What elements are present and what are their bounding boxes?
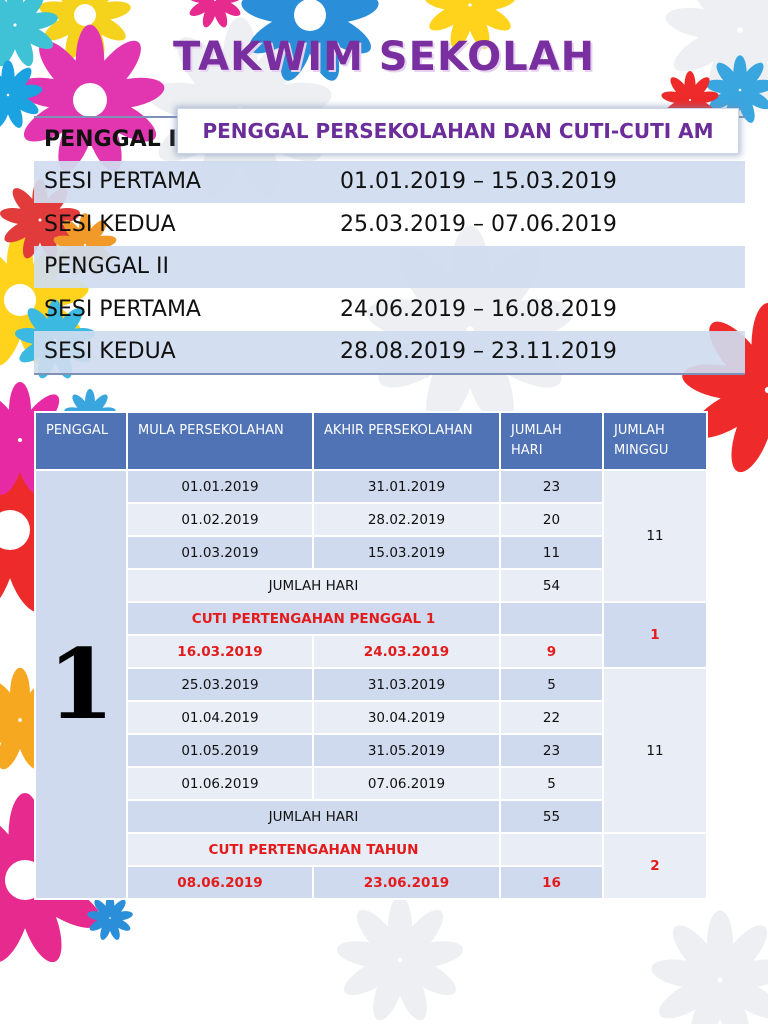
session-range: 24.06.2019 – 16.08.2019 bbox=[340, 296, 617, 322]
session-label: PENGGAL I bbox=[44, 126, 177, 152]
end-date: 15.03.2019 bbox=[313, 536, 500, 569]
total-days: 54 bbox=[500, 569, 603, 602]
break-label: CUTI PERTENGAHAN PENGGAL 1 bbox=[127, 602, 500, 635]
break-weeks: 1 bbox=[603, 602, 707, 668]
calendar-table bbox=[34, 411, 708, 900]
session-table bbox=[34, 116, 745, 375]
session-label: SESI KEDUA bbox=[44, 339, 176, 365]
end-date: 31.01.2019 bbox=[313, 470, 500, 503]
start-date: 25.03.2019 bbox=[127, 668, 313, 701]
section-header: PENGGAL PERSEKOLAHAN DAN CUTI-CUTI AM bbox=[177, 108, 739, 154]
break-start: 08.06.2019 bbox=[127, 866, 313, 899]
session-label: SESI PERTAMA bbox=[44, 296, 201, 322]
start-date: 01.04.2019 bbox=[127, 701, 313, 734]
week-count: 11 bbox=[603, 668, 707, 833]
session-row bbox=[34, 288, 745, 331]
day-count: 5 bbox=[500, 668, 603, 701]
session-row bbox=[34, 203, 745, 246]
day-count: 23 bbox=[500, 470, 603, 503]
session-range: 01.01.2019 – 15.03.2019 bbox=[340, 169, 617, 195]
end-date: 31.05.2019 bbox=[313, 734, 500, 767]
page-title: TAKWIM SEKOLAH bbox=[172, 34, 596, 80]
start-date: 01.02.2019 bbox=[127, 503, 313, 536]
week-count: 11 bbox=[603, 470, 707, 602]
break-label-row bbox=[35, 602, 707, 635]
end-date: 31.03.2019 bbox=[313, 668, 500, 701]
table-row bbox=[35, 668, 707, 701]
header-jumlah-hari: JUMLAH HARI bbox=[500, 412, 603, 470]
break-start: 16.03.2019 bbox=[127, 635, 313, 668]
session-row bbox=[34, 331, 745, 376]
session-label: SESI KEDUA bbox=[44, 211, 176, 237]
break-days: 16 bbox=[500, 866, 603, 899]
header-penggal: PENGGAL bbox=[35, 412, 127, 470]
end-date: 30.04.2019 bbox=[313, 701, 500, 734]
day-count: 23 bbox=[500, 734, 603, 767]
start-date: 01.05.2019 bbox=[127, 734, 313, 767]
total-label: JUMLAH HARI bbox=[127, 800, 500, 833]
empty-cell bbox=[500, 833, 603, 866]
break-days: 9 bbox=[500, 635, 603, 668]
start-date: 01.03.2019 bbox=[127, 536, 313, 569]
session-label: PENGGAL II bbox=[44, 254, 169, 280]
session-row-penggal-2 bbox=[34, 246, 745, 289]
break-weeks: 2 bbox=[603, 833, 707, 899]
header-mula: MULA PERSEKOLAHAN bbox=[127, 412, 313, 470]
session-row bbox=[34, 161, 745, 204]
calendar-header-row bbox=[35, 412, 707, 470]
term-number: 1 bbox=[35, 470, 127, 899]
break-label-row bbox=[35, 833, 707, 866]
start-date: 01.06.2019 bbox=[127, 767, 313, 800]
empty-cell bbox=[500, 602, 603, 635]
break-end: 24.03.2019 bbox=[313, 635, 500, 668]
session-range: 25.03.2019 – 07.06.2019 bbox=[340, 211, 617, 237]
session-range: 28.08.2019 – 23.11.2019 bbox=[340, 339, 617, 365]
start-date: 01.01.2019 bbox=[127, 470, 313, 503]
total-days: 55 bbox=[500, 800, 603, 833]
day-count: 11 bbox=[500, 536, 603, 569]
session-label: SESI PERTAMA bbox=[44, 169, 201, 195]
table-row bbox=[35, 470, 707, 503]
end-date: 28.02.2019 bbox=[313, 503, 500, 536]
break-end: 23.06.2019 bbox=[313, 866, 500, 899]
total-label: JUMLAH HARI bbox=[127, 569, 500, 602]
header-jumlah-minggu: JUMLAH MINGGU bbox=[603, 412, 707, 470]
header-akhir: AKHIR PERSEKOLAHAN bbox=[313, 412, 500, 470]
day-count: 20 bbox=[500, 503, 603, 536]
day-count: 5 bbox=[500, 767, 603, 800]
day-count: 22 bbox=[500, 701, 603, 734]
break-label: CUTI PERTENGAHAN TAHUN bbox=[127, 833, 500, 866]
end-date: 07.06.2019 bbox=[313, 767, 500, 800]
